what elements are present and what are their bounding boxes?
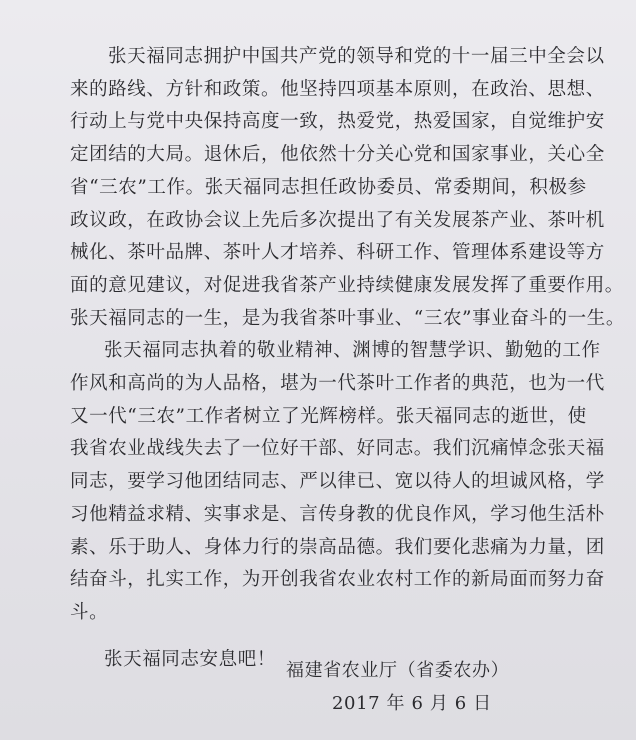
signature-date: 2017 年 6 月 6 日 bbox=[332, 693, 492, 714]
signature-organization: 福建省农业厅（省委农办） bbox=[286, 660, 510, 681]
paragraph-line: 素、乐于助人、身体力行的崇高品德。我们要化悲痛为力量，团 bbox=[70, 536, 605, 558]
paragraph-line: 行动上与党中央保持高度一致，热爱党，热爱国家，自觉维护安 bbox=[70, 111, 605, 133]
paragraph-line: 省“三农”工作。张天福同志担任政协委员、常委期间，积极参 bbox=[70, 176, 587, 198]
closing-line: 张天福同志安息吧！ bbox=[104, 648, 276, 670]
paragraph-line: 政议政，在政协会议上先后多次提出了有关发展茶产业、茶叶机 bbox=[70, 209, 605, 231]
paragraph-line: 我省农业战线失去了一位好干部、好同志。我们沉痛悼念张天福 bbox=[70, 438, 605, 460]
paragraph-line: 械化、茶叶品牌、茶叶人才培养、科研工作、管理体系建设等方 bbox=[70, 242, 605, 264]
paragraph-line: 面的意见建议，对促进我省茶产业持续健康发展发挥了重要作用。 bbox=[70, 274, 624, 296]
paragraph-line: 斗。 bbox=[70, 601, 109, 623]
paragraph-line: 张天福同志的一生，是为我省茶叶事业、“三农”事业奋斗的一生。 bbox=[70, 307, 625, 329]
paragraph-line: 同志，要学习他团结同志、严以律已、宽以待人的坦诚风格，学 bbox=[70, 471, 605, 493]
paragraph-line: 张天福同志执着的敬业精神、渊博的智慧学识、勤勉的工作 bbox=[104, 340, 601, 362]
paragraph-line: 张天福同志拥护中国共产党的领导和党的十一届三中全会以 bbox=[108, 46, 605, 67]
paragraph-line: 定团结的大局。退休后，他依然十分关心党和国家事业，关心全 bbox=[70, 144, 605, 166]
paragraph-line: 作风和高尚的为人品格，堪为一代茶叶工作者的典范，也为一代 bbox=[70, 373, 605, 394]
paragraph-line: 习他精益求精、实事求是、言传身教的优良作风，学习他生活朴 bbox=[70, 503, 605, 525]
paragraph-line: 结奋斗，扎实工作，为开创我省农业农村工作的新局面而努力奋 bbox=[70, 569, 605, 591]
paragraph-line: 来的路线、方针和政策。他坚持四项基本原则，在政治、思想、 bbox=[70, 78, 605, 100]
paragraph-line: 又一代“三农”工作者树立了光辉榜样。张天福同志的逝世，使 bbox=[70, 405, 587, 427]
